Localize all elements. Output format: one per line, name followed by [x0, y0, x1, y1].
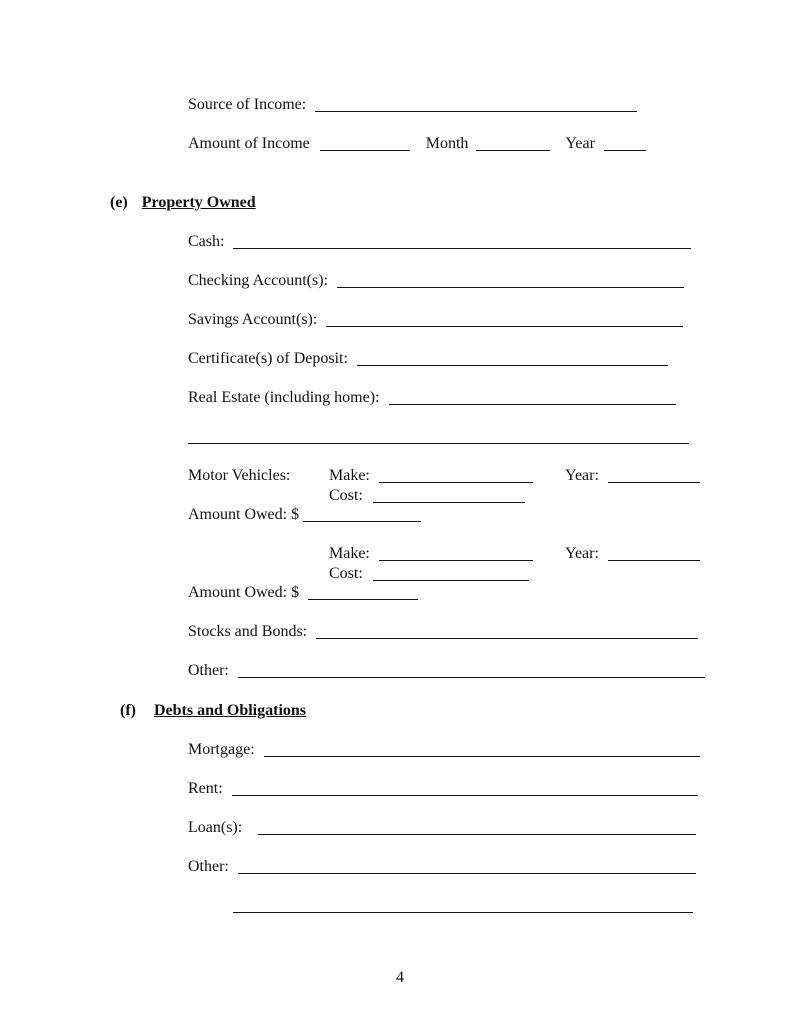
- mortgage-field[interactable]: [264, 740, 700, 757]
- year-label: Year: [565, 135, 595, 152]
- real-estate-continuation-field[interactable]: [188, 427, 689, 444]
- section-e-marker: (e): [110, 194, 128, 211]
- page-number: 4: [396, 969, 404, 986]
- vehicle-2-cost-row: [329, 564, 529, 584]
- vehicle-2-make-label: Make:: [329, 545, 370, 562]
- vehicle-2-year-field[interactable]: [608, 544, 700, 561]
- vehicle-1-make-label: Make:: [329, 467, 370, 484]
- source-of-income-label: Source of Income:: [188, 96, 307, 113]
- stocks-field[interactable]: [316, 622, 698, 639]
- year-field[interactable]: [604, 134, 646, 151]
- debts-other-field[interactable]: [238, 857, 696, 874]
- section-e-heading: [110, 193, 256, 213]
- vehicle-1-make-field[interactable]: [379, 466, 533, 483]
- loans-label: Loan(s):: [188, 819, 243, 836]
- rent-field[interactable]: [232, 779, 698, 796]
- cd-label: Certificate(s) of Deposit:: [188, 350, 348, 367]
- cash-label: Cash:: [188, 233, 225, 250]
- vehicle-2-cost-label: Cost:: [329, 565, 363, 582]
- amount-of-income-label: Amount of Income: [188, 135, 310, 152]
- mortgage-row: [188, 740, 700, 760]
- amount-of-income-row: [188, 134, 646, 154]
- checking-label: Checking Account(s):: [188, 272, 328, 289]
- section-f-heading: [120, 701, 306, 721]
- savings-field[interactable]: [326, 310, 683, 327]
- debts-other-label: Other:: [188, 858, 229, 875]
- stocks-label: Stocks and Bonds:: [188, 623, 308, 640]
- vehicle-1-make-row: [329, 466, 533, 486]
- vehicle-1-amount-owed-label: Amount Owed: $: [188, 506, 300, 523]
- cash-field[interactable]: [233, 232, 691, 249]
- property-other-field[interactable]: [238, 661, 705, 678]
- checking-field[interactable]: [337, 271, 684, 288]
- section-f-marker: (f): [120, 702, 136, 719]
- month-field[interactable]: [476, 134, 550, 151]
- real-estate-field[interactable]: [389, 388, 676, 405]
- debts-other-row: [188, 857, 696, 877]
- source-of-income-row: [188, 95, 637, 115]
- real-estate-label: Real Estate (including home):: [188, 389, 380, 406]
- vehicle-1-amount-owed-field[interactable]: [303, 505, 421, 522]
- vehicle-1-amount-owed-row: [188, 505, 421, 525]
- section-e-title: Property Owned: [141, 194, 256, 211]
- savings-label: Savings Account(s):: [188, 311, 318, 328]
- vehicle-2-year-row: [565, 544, 700, 564]
- checking-row: [188, 271, 684, 291]
- motor-vehicles-row: [188, 466, 290, 486]
- loans-field[interactable]: [258, 818, 696, 835]
- vehicle-1-cost-field[interactable]: [373, 486, 525, 503]
- vehicle-2-cost-field[interactable]: [373, 564, 529, 581]
- cd-row: [188, 349, 668, 369]
- section-f-title: Debts and Obligations: [153, 702, 307, 719]
- property-other-label: Other:: [188, 662, 229, 679]
- real-estate-row: [188, 388, 676, 408]
- vehicle-2-amount-owed-row: [188, 583, 418, 603]
- real-estate-continuation-row: [188, 427, 689, 447]
- source-of-income-field[interactable]: [315, 95, 637, 112]
- vehicle-1-year-label: Year:: [565, 467, 599, 484]
- rent-label: Rent:: [188, 780, 223, 797]
- month-label: Month: [425, 135, 469, 152]
- vehicle-1-year-field[interactable]: [608, 466, 700, 483]
- debts-other-continuation-field[interactable]: [233, 896, 693, 913]
- cd-field[interactable]: [357, 349, 668, 366]
- vehicle-2-amount-owed-label: Amount Owed: $: [188, 584, 300, 601]
- vehicle-2-amount-owed-field[interactable]: [308, 583, 418, 600]
- vehicle-2-make-row: [329, 544, 533, 564]
- rent-row: [188, 779, 698, 799]
- vehicle-1-cost-row: [329, 486, 525, 506]
- amount-of-income-field[interactable]: [320, 134, 410, 151]
- vehicle-2-make-field[interactable]: [379, 544, 533, 561]
- vehicle-1-year-row: [565, 466, 700, 486]
- loans-row: [188, 818, 696, 838]
- property-other-row: [188, 661, 705, 681]
- vehicle-1-cost-label: Cost:: [329, 487, 363, 504]
- cash-row: [188, 232, 691, 252]
- motor-vehicles-label: Motor Vehicles:: [188, 467, 291, 484]
- vehicle-2-year-label: Year:: [565, 545, 599, 562]
- debts-other-continuation-row: [233, 896, 693, 916]
- stocks-row: [188, 622, 698, 642]
- mortgage-label: Mortgage:: [188, 741, 255, 758]
- savings-row: [188, 310, 683, 330]
